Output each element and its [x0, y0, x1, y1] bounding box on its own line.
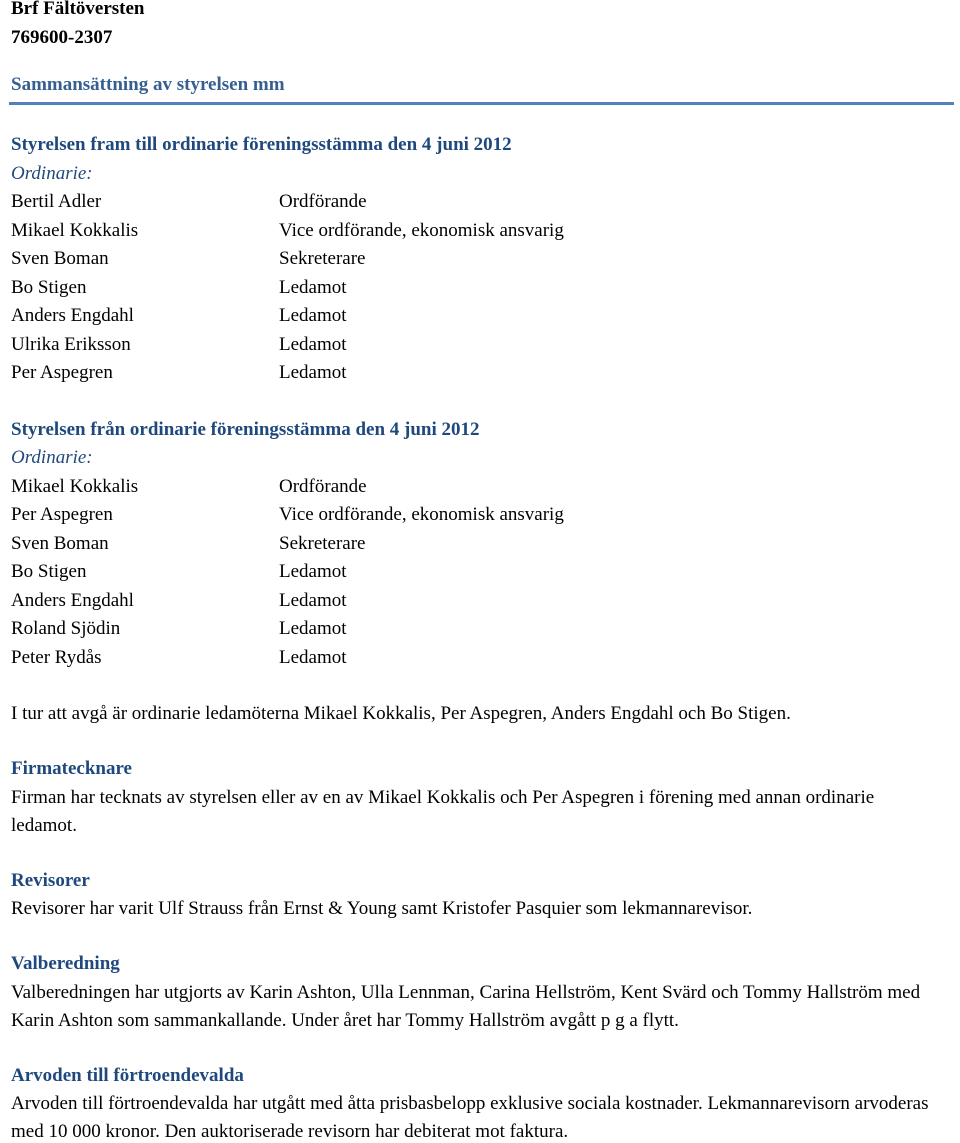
board-before-member-list	[11, 188, 960, 388]
member-role: Ledamot	[279, 276, 347, 298]
member-role: Vice ordförande, ekonomisk ansvarig	[279, 504, 564, 525]
member-role: Sekreterare	[279, 532, 366, 554]
member-name: Anders Engdahl	[11, 589, 134, 611]
org-number: 769600-2307	[11, 26, 113, 48]
member-row	[11, 615, 960, 644]
member-row	[11, 530, 960, 559]
member-name: Mikael Kokkalis	[11, 475, 139, 497]
member-role: Ledamot	[279, 561, 347, 582]
member-name: Per Aspegren	[11, 504, 113, 525]
member-role: Sekreterare	[279, 248, 366, 269]
member-row	[11, 587, 960, 616]
member-name: Bo Stigen	[11, 276, 87, 298]
member-role: Ordförande	[279, 475, 367, 497]
member-name: Per Aspegren	[11, 362, 113, 383]
member-name: Peter Rydås	[11, 646, 102, 668]
member-name: Anders Engdahl	[11, 305, 134, 326]
board-before-section	[11, 131, 960, 388]
member-role: Ledamot	[279, 646, 347, 668]
member-row	[11, 359, 960, 388]
member-row	[11, 217, 960, 246]
member-row	[11, 473, 960, 502]
member-row	[11, 558, 960, 587]
member-name: Bertil Adler	[11, 191, 102, 212]
arvoden-heading: Arvoden till förtroendevalda	[11, 1064, 244, 1086]
member-row	[11, 188, 960, 217]
valberedning-section	[11, 950, 960, 1035]
firmatecknare-section	[11, 755, 960, 840]
section-divider	[9, 102, 954, 105]
section-title: Sammansättning av styrelsen mm	[11, 74, 285, 95]
member-row	[11, 331, 960, 360]
member-role: Ledamot	[279, 305, 347, 326]
board-before-subtitle: Ordinarie:	[11, 162, 93, 184]
member-name: Sven Boman	[11, 248, 109, 269]
board-after-section	[11, 416, 960, 673]
member-role: Ledamot	[279, 333, 347, 355]
board-after-member-list	[11, 473, 960, 673]
valberedning-paragraph: Valberedningen har utgjorts av Karin Ashton, Ulla Lennman, Carina Hellström, Kent Svärd och Tommy Hallström med Karin Ashton som sammankallande. Under året har Tommy Hallström avgått p g a flytt.	[11, 981, 921, 1031]
rotation-paragraph: I tur att avgå är ordinarie ledamöterna Mikael Kokkalis, Per Aspegren, Anders Engdahl och Bo Stigen.	[11, 703, 791, 724]
board-after-subtitle: Ordinarie:	[11, 447, 93, 468]
arvoden-section	[11, 1062, 960, 1143]
member-row	[11, 302, 960, 331]
revisorer-paragraph: Revisorer har varit Ulf Strauss från Ernst & Young samt Kristofer Pasquier som lekmannarevisor.	[11, 898, 753, 919]
member-role: Vice ordförande, ekonomisk ansvarig	[279, 219, 564, 241]
board-before-title: Styrelsen fram till ordinarie föreningsstämma den 4 juni 2012	[11, 134, 512, 155]
member-row	[11, 274, 960, 303]
firmatecknare-heading: Firmatecknare	[11, 758, 132, 779]
org-name: Brf Fältöversten	[11, 0, 145, 19]
member-role: Ordförande	[279, 191, 367, 212]
member-name: Bo Stigen	[11, 561, 87, 582]
member-name: Mikael Kokkalis	[11, 219, 139, 241]
member-row	[11, 245, 960, 274]
board-after-title: Styrelsen från ordinarie föreningsstämma den 4 juni 2012	[11, 418, 480, 440]
member-role: Ledamot	[279, 618, 347, 639]
firmatecknare-paragraph: Firman har tecknats av styrelsen eller av en av Mikael Kokkalis och Per Aspegren i förening med annan ordinarie ledamot.	[11, 786, 875, 836]
member-row	[11, 501, 960, 530]
valberedning-heading: Valberedning	[11, 953, 120, 974]
member-name: Roland Sjödin	[11, 618, 121, 639]
arvoden-paragraph: Arvoden till förtroendevalda har utgått med åtta prisbasbelopp exklusive sociala kostnader. Lekmannarevisorn arvoderas med 10 000 kronor. Den auktoriserade revisorn har debiterat mot faktura.	[11, 1093, 929, 1142]
member-role: Ledamot	[279, 362, 347, 383]
revisorer-heading: Revisorer	[11, 869, 90, 891]
member-role: Ledamot	[279, 589, 347, 611]
member-row	[11, 644, 960, 673]
member-name: Ulrika Eriksson	[11, 333, 131, 355]
revisorer-section	[11, 867, 960, 924]
member-name: Sven Boman	[11, 532, 109, 554]
